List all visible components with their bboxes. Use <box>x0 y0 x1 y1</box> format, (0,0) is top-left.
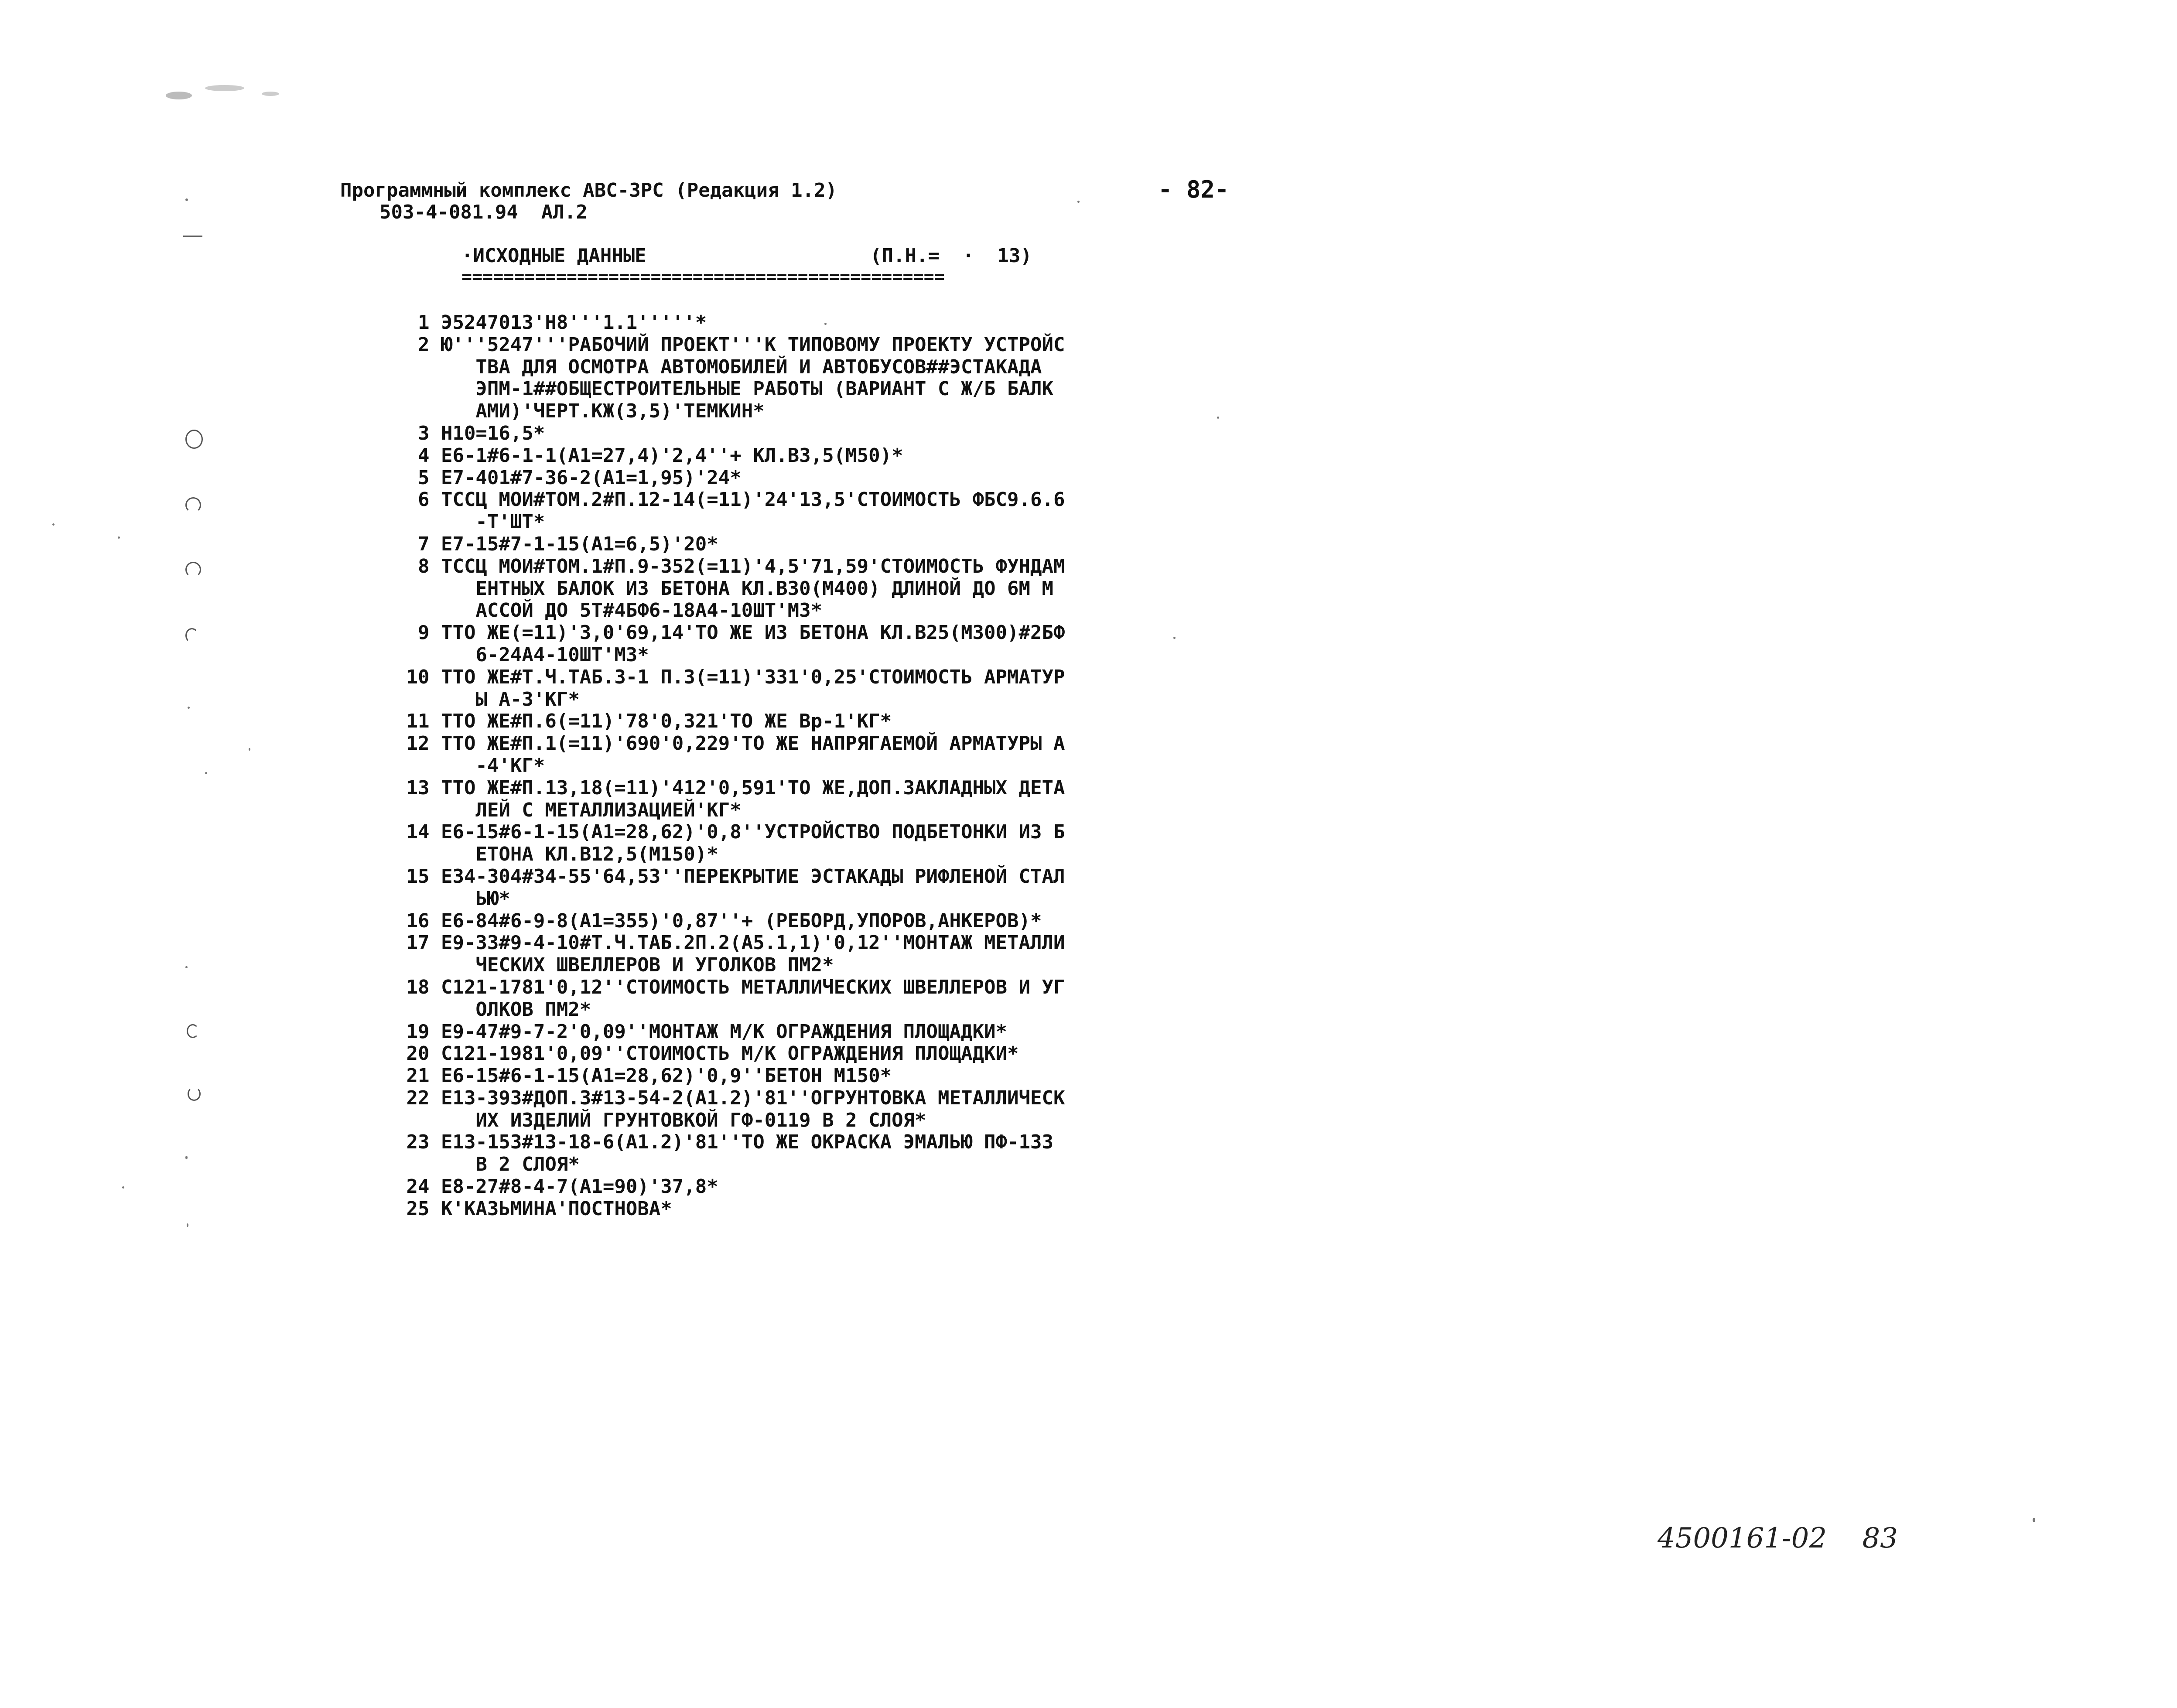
punch-hole <box>185 562 201 577</box>
listing-line: ТВА ДЛЯ ОСМОТРА АВТОМОБИЛЕЙ И АВТОБУСОВ##ЭСТАКАДА <box>395 355 1042 378</box>
punch-hole <box>187 1024 199 1038</box>
listing-line: 5 Е7-401#7-36-2(А1=1,95)'24* <box>395 466 742 489</box>
listing-line: ЕТОНА КЛ.В12,5(М150)* <box>395 843 718 866</box>
page-index: (П.Н.= · 13) <box>870 245 1032 267</box>
listing-line: 10 ТТО ЖЕ#Т.Ч.ТАБ.3-1 П.3(=11)'331'0,25'СТОИМОСТЬ АРМАТУР <box>395 666 1065 688</box>
punch-hole <box>185 628 198 643</box>
listing-line: 17 Е9-33#9-4-10#Т.Ч.ТАБ.2П.2(А5.1,1)'0,12''МОНТАЖ МЕТАЛЛИ <box>395 932 1065 954</box>
section-title: ·ИСХОДНЫЕ ДАННЫЕ <box>461 245 646 267</box>
scan-speck <box>185 1156 188 1159</box>
listing-line: 4 Е6-1#6-1-1(А1=27,4)'2,4''+ КЛ.В3,5(М50)* <box>395 444 903 467</box>
listing-line: АМИ)'ЧЕРТ.КЖ(3,5)'ТЕМКИН* <box>395 400 765 423</box>
scan-speck <box>122 1186 124 1189</box>
listing-line: 6 ТССЦ МОИ#ТОМ.2#П.12-14(=11)'24'13,5'СТОИМОСТЬ ФБС9.6.6 <box>395 488 1065 511</box>
input-data-listing <box>395 312 1065 1220</box>
listing-line: ЬЮ* <box>395 887 510 910</box>
listing-line: 18 С121-1781'0,12''СТОИМОСТЬ МЕТАЛЛИЧЕСКИХ ШВЕЛЛЕРОВ И УГ <box>395 976 1065 998</box>
listing-line: 12 ТТО ЖЕ#П.1(=11)'690'0,229'ТО ЖЕ НАПРЯГАЕМОЙ АРМАТУРЫ А <box>395 732 1065 755</box>
listing-line: 21 Е6-15#6-1-15(А1=28,62)'0,9''БЕТОН М150* <box>395 1065 892 1087</box>
listing-line: 25 К'КАЗЬМИНА'ПОСТНОВА* <box>395 1197 672 1220</box>
listing-line: 22 Е13-393#ДОП.3#13-54-2(А1.2)'81''ОГРУНТОВКА МЕТАЛЛИЧЕСК <box>395 1086 1065 1109</box>
handwritten-reference: 4500161-02 83 <box>1658 1522 1898 1554</box>
listing-line: ЭПМ-1##ОБЩЕСТРОИТЕЛЬНЫЕ РАБОТЫ (ВАРИАНТ С Ж/Б БАЛК <box>395 378 1053 400</box>
listing-line: В 2 СЛОЯ* <box>395 1153 580 1176</box>
scan-speck <box>262 92 279 96</box>
scan-speck <box>249 748 250 751</box>
listing-line: 16 Е6-84#6-9-8(А1=355)'0,87''+ (РЕБОРД,УПОРОВ,АНКЕРОВ)* <box>395 909 1042 932</box>
listing-line: 15 Е34-304#34-55'64,53''ПЕРЕКРЫТИЕ ЭСТАКАДЫ РИФЛЕНОЙ СТАЛ <box>395 865 1065 888</box>
scan-speck <box>205 85 244 91</box>
scan-speck <box>166 92 192 99</box>
listing-line: ОЛКОВ ПМ2* <box>395 998 591 1021</box>
scan-speck <box>2033 1518 2035 1522</box>
listing-line: 8 ТССЦ МОИ#ТОМ.1#П.9-352(=11)'4,5'71,59'СТОИМОСТЬ ФУНДАМ <box>395 555 1065 577</box>
scan-speck <box>52 523 55 526</box>
listing-line: ЕНТНЫХ БАЛОК ИЗ БЕТОНА КЛ.В30(М400) ДЛИНОЙ ДО 6М М <box>395 577 1053 600</box>
listing-line: 19 Е9-47#9-7-2'0,09''МОНТАЖ М/К ОГРАЖДЕНИЯ ПЛОЩАДКИ* <box>395 1020 1007 1043</box>
program-header: Программный комплекс АВС-3РС (Редакция 1.2) <box>340 179 837 202</box>
punch-hole <box>185 497 201 513</box>
separator-line: ============================================== <box>461 267 945 287</box>
listing-line: 14 Е6-15#6-1-15(А1=28,62)'0,8''УСТРОЙСТВО ПОДБЕТОНКИ ИЗ Б <box>395 821 1065 844</box>
scan-speck <box>1173 637 1176 639</box>
punch-hole <box>188 1087 201 1101</box>
listing-line: 1 Э5247013'Н8'''1.1'''''* <box>395 311 707 334</box>
scan-speck <box>1217 417 1219 419</box>
listing-line: 6-24А4-10ШТ'М3* <box>395 643 649 666</box>
listing-line: Ы А-3'КГ* <box>395 688 580 711</box>
listing-line: ЛЕЙ С МЕТАЛЛИЗАЦИЕЙ'КГ* <box>395 799 742 821</box>
listing-line: 23 Е13-153#13-18-6(А1.2)'81''ТО ЖЕ ОКРАСКА ЭМАЛЬЮ ПФ-133 <box>395 1131 1053 1154</box>
listing-line: ИХ ИЗДЕЛИЙ ГРУНТОВКОЙ ГФ-0119 В 2 СЛОЯ* <box>395 1109 926 1131</box>
scan-speck <box>118 536 120 539</box>
listing-line: ЧЕСКИХ ШВЕЛЛЕРОВ И УГОЛКОВ ПМ2* <box>395 954 834 977</box>
scan-speck <box>185 966 188 968</box>
listing-line: 7 Е7-15#7-1-15(А1=6,5)'20* <box>395 533 718 555</box>
margin-mark <box>183 236 202 237</box>
listing-line: 11 ТТО ЖЕ#П.6(=11)'78'0,321'ТО ЖЕ Вр-1'КГ* <box>395 710 892 733</box>
listing-line: 3 Н10=16,5* <box>395 422 545 444</box>
listing-line: АССОЙ ДО 5Т#4БФ6-18А4-10ШТ'М3* <box>395 599 823 622</box>
document-code: 503-4-081.94 АЛ.2 <box>379 201 588 223</box>
scan-speck <box>187 1223 188 1227</box>
listing-line: -4'КГ* <box>395 754 545 777</box>
listing-line: 13 ТТО ЖЕ#П.13,18(=11)'412'0,591'ТО ЖЕ,ДОП.ЗАКЛАДНЫХ ДЕТА <box>395 776 1065 799</box>
listing-line: 2 Ю'''5247'''РАБОЧИЙ ПРОЕКТ'''К ТИПОВОМУ ПРОЕКТУ УСТРОЙС <box>395 333 1065 356</box>
punch-hole <box>185 430 203 449</box>
scan-speck <box>205 772 207 774</box>
scan-speck <box>1077 201 1080 203</box>
listing-line: 20 С121-1981'0,09''СТОИМОСТЬ М/К ОГРАЖДЕНИЯ ПЛОЩАДКИ* <box>395 1042 1019 1065</box>
listing-line: 9 ТТО ЖЕ(=11)'3,0'69,14'ТО ЖЕ ИЗ БЕТОНА КЛ.В25(М300)#2БФ <box>395 622 1065 644</box>
scan-speck <box>188 707 190 709</box>
page-number: - 82- <box>1158 176 1229 203</box>
listing-line: -Т'ШТ* <box>395 511 545 533</box>
scan-speck <box>185 198 188 201</box>
listing-line: 24 Е8-27#8-4-7(А1=90)'37,8* <box>395 1175 718 1198</box>
